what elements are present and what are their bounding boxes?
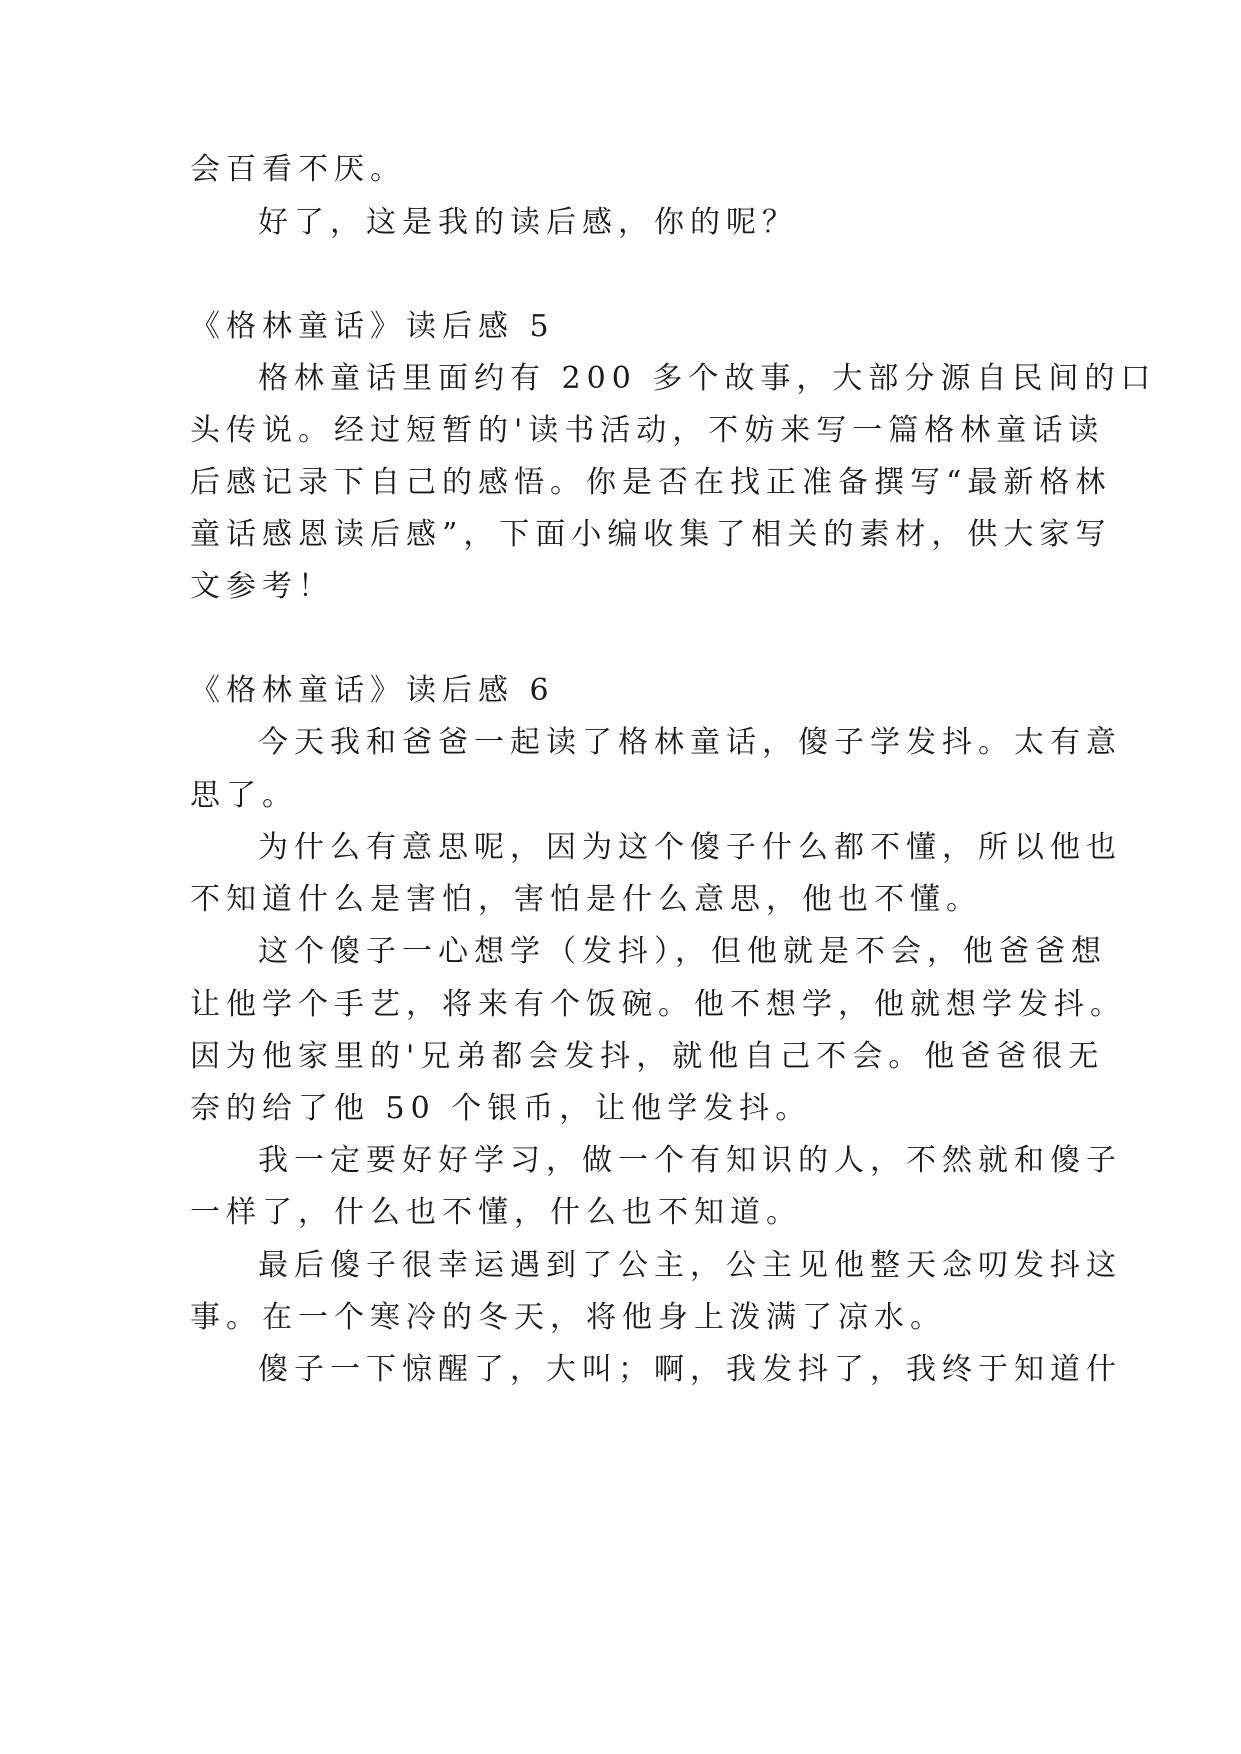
text-line: 好了，这是我的读后感，你的呢？ <box>258 205 798 240</box>
text-line: 后感记录下自己的感悟。你是否在找正准备撰写“最新格林 <box>190 465 1112 500</box>
text-line: 思了。 <box>190 778 298 813</box>
text-line: 我一定要好好学习，做一个有知识的人，不然就和傻子 <box>258 1143 1122 1178</box>
section-heading: 《格林童话》读后感 6 <box>190 673 555 708</box>
text-line: 最后傻子很幸运遇到了公主，公主见他整天念叨发抖这 <box>258 1248 1122 1283</box>
text-line: 文参考！ <box>190 569 334 604</box>
text-line: 这个傻子一心想学（发抖），但他就是不会，他爸爸想 <box>258 934 1107 969</box>
text-line: 格林童话里面约有 200 多个故事，大部分源自民间的口 <box>258 361 1157 396</box>
text-line: 为什么有意思呢，因为这个傻子什么都不懂，所以他也 <box>258 830 1122 865</box>
section-heading: 《格林童话》读后感 5 <box>190 309 555 344</box>
text-line: 不知道什么是害怕，害怕是什么意思，他也不懂。 <box>190 882 982 917</box>
text-line: 今天我和爸爸一起读了格林童话，傻子学发抖。太有意 <box>258 725 1122 760</box>
text-line: 傻子一下惊醒了，大叫；啊，我发抖了，我终于知道什 <box>258 1352 1122 1387</box>
text-line: 童话感恩读后感”，下面小编收集了相关的素材，供大家写 <box>190 517 1112 552</box>
text-line: 会百看不厌。 <box>190 152 406 187</box>
text-line: 事。在一个寒冷的冬天，将他身上泼满了凉水。 <box>190 1300 946 1335</box>
text-line: 头传说。经过短暂的'读书活动，不妨来写一篇格林童话读 <box>190 413 1105 448</box>
text-line: 一样了，什么也不懂，什么也不知道。 <box>190 1195 802 1230</box>
text-line: 因为他家里的'兄弟都会发抖，就他自己不会。他爸爸很无 <box>190 1039 1105 1074</box>
text-line: 让他学个手艺，将来有个饭碗。他不想学，他就想学发抖。 <box>190 987 1126 1022</box>
text-line: 奈的给了他 50 个银币，让他学发抖。 <box>190 1091 812 1126</box>
